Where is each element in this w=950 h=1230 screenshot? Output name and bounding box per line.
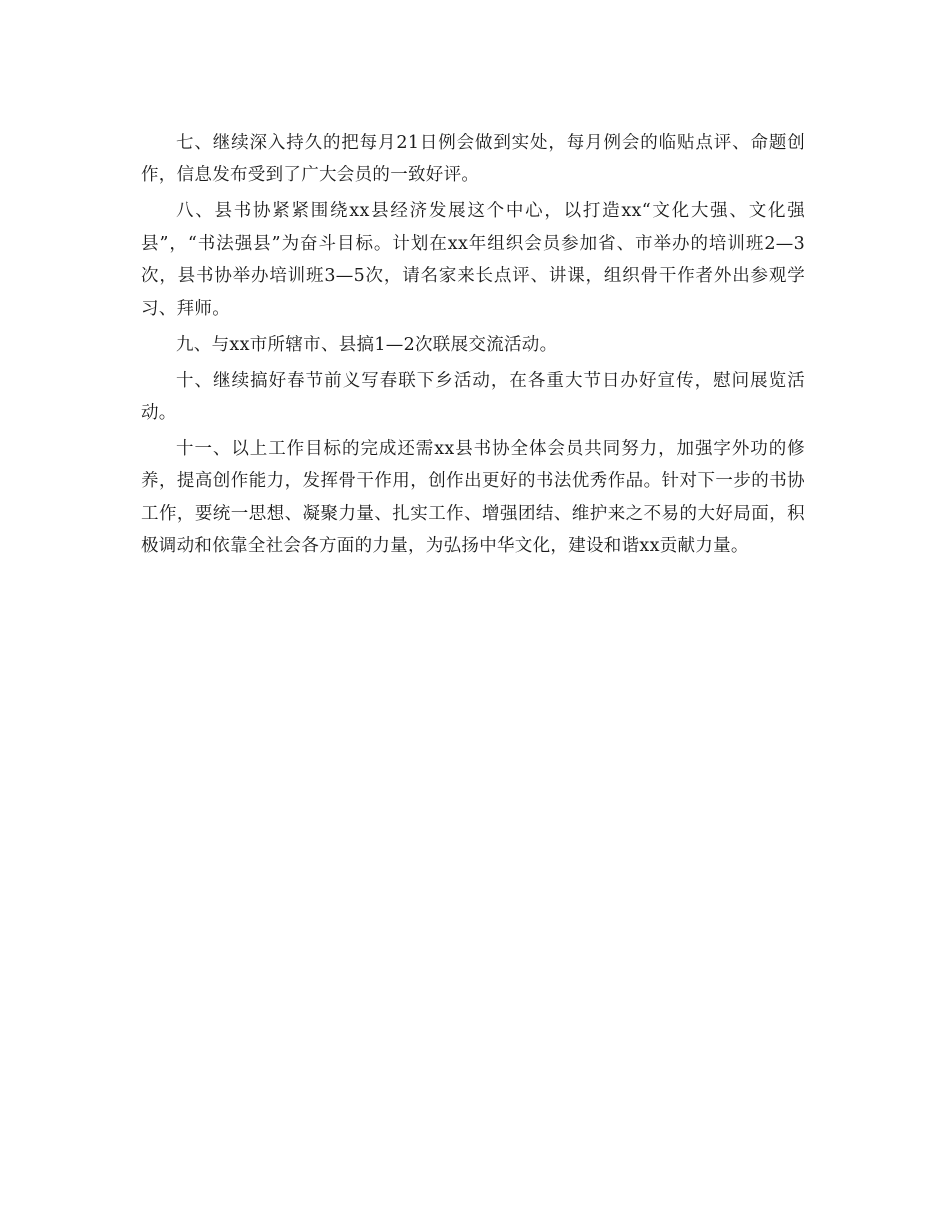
document-body xyxy=(141,127,805,566)
paragraph-9: 九、与xx市所辖市、县搞1—2次联展交流活动。 xyxy=(176,334,558,355)
paragraph-11: 十一、以上工作目标的完成还需xx县书协全体会员共同努力，加强字外功的修养，提高创作能力，发挥骨干作用，创作出更好的书法优秀作品。针对下一步的书协工作，要统一思想、凝聚力量、扎实工作、增强团结、维护来之不易的大好局面，积极调动和依靠全社会各方面的力量，为弘扬中华文化，建设和谐xx贡献力量。 xyxy=(141,439,805,557)
paragraph-7: 七、继续深入持久的把每月21日例会做到实处，每月例会的临贴点评、命题创作，信息发布受到了广大会员的一致好评。 xyxy=(141,133,805,186)
paragraph-8: 八、县书协紧紧围绕xx县经济发展这个中心，以打造xx“文化大强、文化强县”，“书法强县”为奋斗目标。计划在xx年组织会员参加省、市举办的培训班2—3次，县书协举办培训班3—5次，请名家来长点评、讲课，组织骨干作者外出参观学习、拜师。 xyxy=(141,201,805,319)
paragraph-10: 十、继续搞好春节前义写春联下乡活动，在各重大节日办好宣传，慰问展览活动。 xyxy=(141,370,805,424)
